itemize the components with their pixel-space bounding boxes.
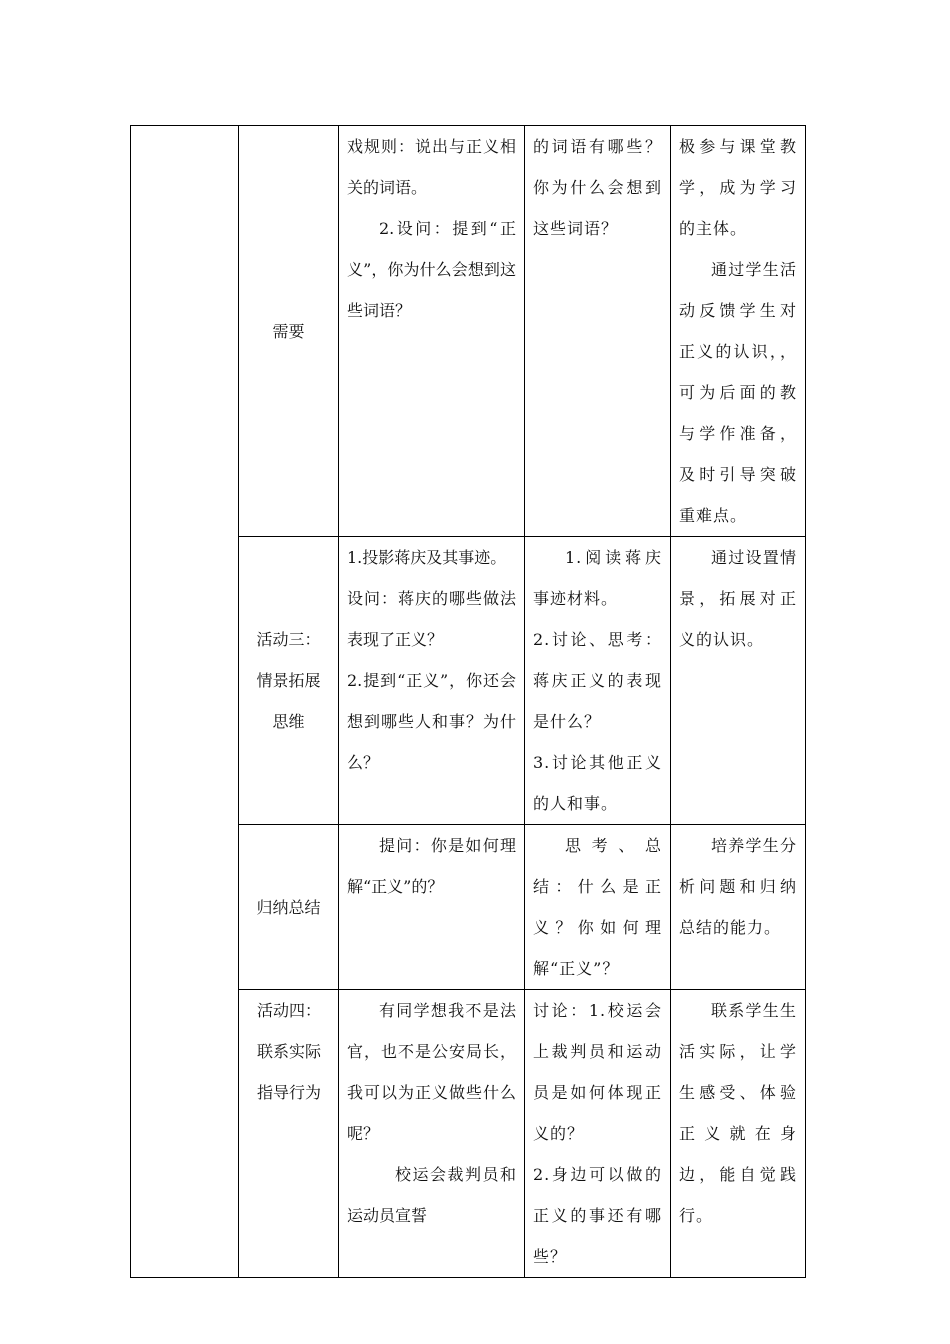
lesson-plan-table — [130, 125, 806, 1278]
intent-text: 联系学生生活实际，让学生感受、体验正义就在身边，能自觉践行。 — [679, 1001, 797, 1225]
stage-cell — [239, 126, 339, 537]
stage-label: 需要 — [272, 321, 305, 341]
design-intent-cell — [671, 990, 806, 1278]
blank-left-cell — [131, 126, 239, 1278]
stage-cell — [239, 825, 339, 990]
stage-cell — [239, 537, 339, 825]
teacher-text: 2.设问：提到“正义”，你为什么会想到这些词语？ — [347, 219, 516, 320]
table-row — [131, 126, 806, 537]
stage-cell — [239, 990, 339, 1278]
student-activity-cell — [525, 990, 671, 1278]
intent-text: 极参与课堂教学，成为学习的主体。 — [679, 137, 797, 238]
teacher-activity-cell — [339, 537, 525, 825]
student-text: 3.讨论其他正义的人和事。 — [533, 753, 662, 813]
student-text: 讨论：1.校运会上裁判员和运动员是如何体现正义的？ — [533, 1001, 662, 1143]
stage-label: 归纳总结 — [256, 897, 321, 917]
intent-text: 通过设置情景，拓展对正义的认识。 — [679, 548, 797, 649]
student-activity-cell — [525, 825, 671, 990]
teacher-text: 1.投影蒋庆及其事迹。 — [347, 548, 507, 567]
design-intent-cell — [671, 126, 806, 537]
student-text: 2.讨论、思考：蒋庆正义的表现是什么？ — [533, 630, 662, 731]
intent-text: 通过学生活动反馈学生对正义的认识，，可为后面的教与学作准备，及时引导突破重难点。 — [679, 260, 797, 525]
teacher-text: 2.提到“正义”，你还会想到哪些人和事？为什么？ — [347, 671, 516, 772]
design-intent-cell — [671, 537, 806, 825]
teacher-text: 有同学想我不是法官，也不是公安局长，我可以为正义做些什么呢？ — [347, 1001, 516, 1143]
student-text: 的词语有哪些？你为什么会想到这些词语？ — [533, 137, 662, 238]
teacher-text: 戏规则：说出与正义相关的词语。 — [347, 137, 516, 197]
teacher-activity-cell — [339, 990, 525, 1278]
teacher-text: 设问：蒋庆的哪些做法表现了正义？ — [347, 589, 516, 649]
student-text: 1.阅读蒋庆事迹材料。 — [533, 548, 662, 608]
student-activity-cell — [525, 537, 671, 825]
intent-text: 培养学生分析问题和归纳总结的能力。 — [679, 836, 797, 937]
student-text: 2.身边可以做的正义的事还有哪些？ — [533, 1165, 662, 1266]
teacher-text: 校运会裁判员和运动员宣誓 — [347, 1165, 516, 1225]
student-text: 思考、总结：什么是正义？你如何理解“正义”？ — [533, 836, 662, 978]
stage-label: 活动三：情景拓展思维 — [256, 630, 321, 731]
teacher-text: 提问：你是如何理解“正义”的？ — [347, 836, 516, 896]
stage-label: 活动四：联系实际指导行为 — [257, 1001, 322, 1102]
design-intent-cell — [671, 825, 806, 990]
student-activity-cell — [525, 126, 671, 537]
teacher-activity-cell — [339, 126, 525, 537]
teacher-activity-cell — [339, 825, 525, 990]
